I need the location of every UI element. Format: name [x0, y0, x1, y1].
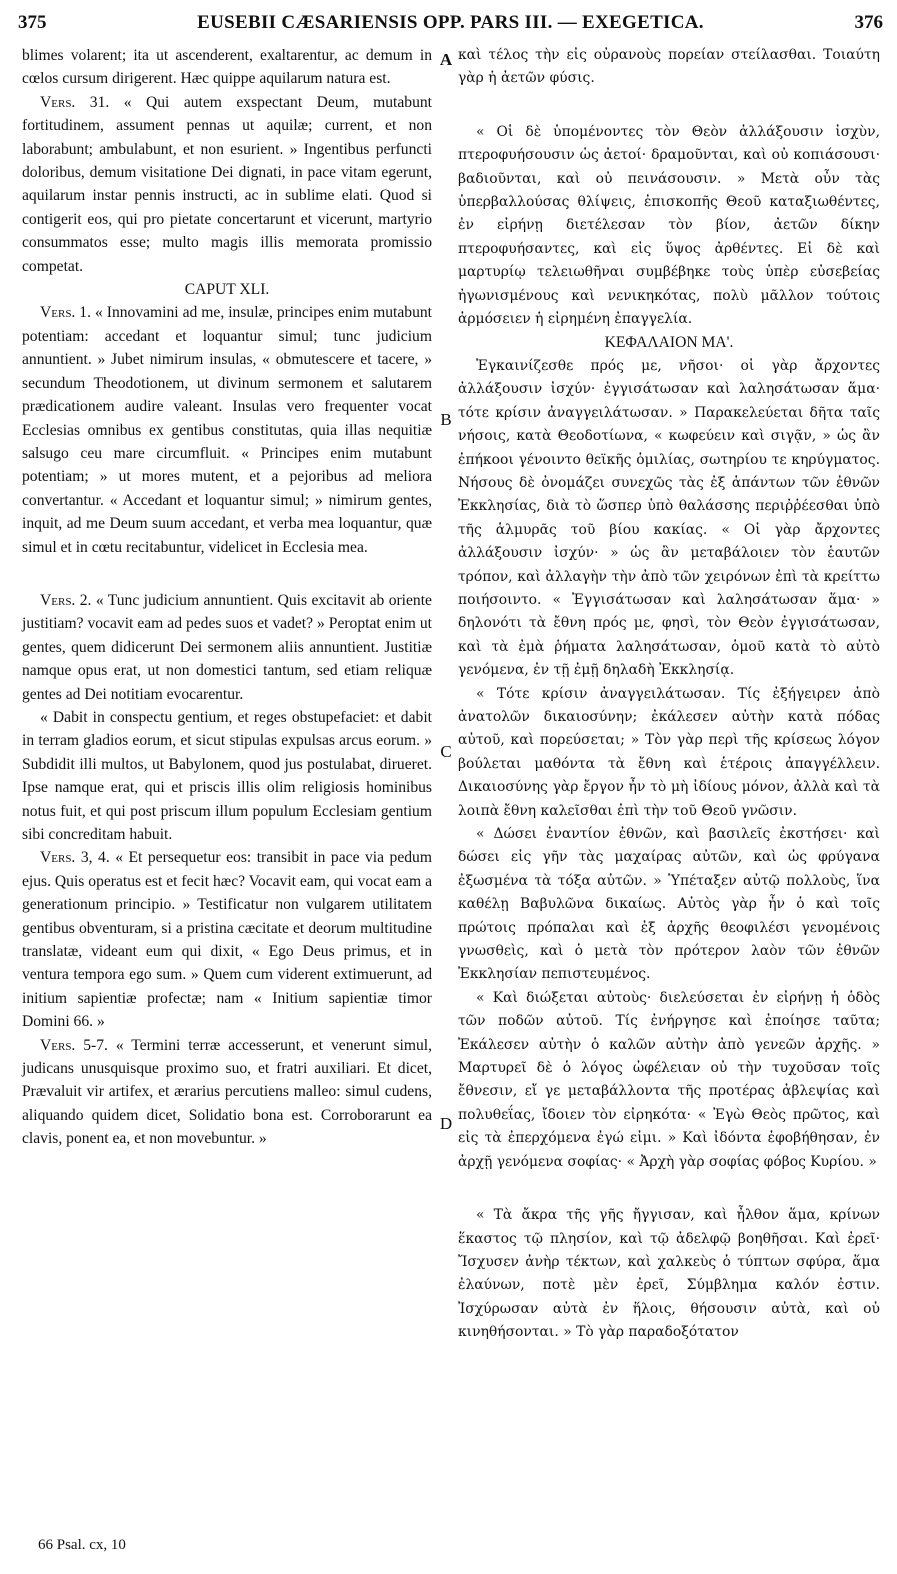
greek-para-4: « Τότε κρίσιν ἀναγγειλάτωσαν. Τίς ἐξήγειρεν ἀπὸ ἀνατολῶν δικαιοσύνην; ἐκάλεσεν αὐτὴν κατὰ πόδας αὐτοῦ, καὶ πορεύσεται; » Τὸν γὰρ περὶ τῆς κρίσεως λόγον βούλεται μαθόντα τὰ ἔθνη καὶ ἑτέροις ἀπαγγέλλειν. Δικαιοσύνης γὰρ ἔργον ἦν τὸ μὴ ἰδίους μόνον, ἀλλὰ καὶ τὰ λοιπὰ ἔθνη καλεῖσθαι ἐπὶ τὴν τοῦ Θεοῦ γνῶσιν.	[458, 685, 880, 819]
verse-label: Vers. 1.	[40, 304, 91, 322]
running-title: EUSEBII CÆSARIENSIS OPP. PARS III. — EXEGETICA.	[197, 12, 704, 33]
greek-para-7: « Τὰ ἄκρα τῆς γῆς ἤγγισαν, καὶ ἦλθον ἅμα, κρίνων ἕκαστος τῷ πλησίον, καὶ τῷ ἀδελφῷ βοηθῆσαι. Καὶ ἐρεῖ· Ἴσχυσεν ἀνὴρ τέκτων, καὶ χαλκεὺς ὁ τύπτων σφύρα, ἅμα ἐλαύνων, ποτὲ μὲν ἐρεῖ, Σύμβλημα καλόν ἐστιν. Ἰσχύρωσαν αὐτὰ ἐν ἥλοις, θήσουσιν αὐτὰ, καὶ οὐ κινηθήσονται. » Τὸ γὰρ παραδοξότατον	[458, 1207, 880, 1341]
margin-marker-b: B	[440, 410, 452, 429]
chapter-heading-greek: ΚΕΦΑΛΑΙΟΝ ΜΑ'.	[604, 334, 734, 352]
latin-para-3: Vers. 1. « Innovamini ad me, insulæ, principes enim mutabunt potentiam: accedant et loquantur simul; tunc judicium annuntient. » Jubet nimirum insulas, « obmutescere et tacere, » secundum Theodotionem, ut divinum sermonem et salutarem prædicationem audire valeant. Insulas vero frequenter vocat Ecclesias omnibus ex gentibus constitutas, quia illas nequitiæ salsugo ceu mare circumfluit. « Principes enim mutabunt potentiam; » ut mores mutent, et a pejoribus ad meliora convertantur. « Accedant et loquantur simul; » nimirum gentes, inquit, ad me Deum suum accedant, et verba mea loquantur, quæ simul et in cœtu recitabuntur, videlicet in Ecclesia mea.	[22, 304, 432, 556]
margin-marker-d: D	[439, 1114, 453, 1133]
greek-column	[458, 44, 880, 1345]
greek-para-3: Ἐγκαινίζεσθε πρός με, νῆσοι· οἱ γὰρ ἄρχοντες ἀλλάξουσιν ἰσχύν· ἐγγισάτωσαν καὶ λαλησάτωσαν ἅμα· τότε κρίσιν ἀναγγειλάτωσαν. » Παρακελεύεται δῆτα ταῖς νήσοις, κατὰ Θεοδοτίωνα, « κωφεύειν καὶ σιγᾷν, » ὡς ἂν ἐπήκοοι γένοιντο θεϊκῆς ὁμιλίας, σωτηρίου τε κηρύγματος. Νήσους δὲ ὀνομάζει συνεχῶς τὰς ἐξ ἁπάντων τῶν ἐθνῶν Ἐκκλησίας, διὰ τὸ ὥσπερ ὑπὸ θαλάσσης περιῤῥέεσθαι ὑπὸ τῆς ἁλμυρᾶς τοῦ βίου κακίας. « Οἱ γὰρ ἄρχοντες ἀλλάξουσιν ἰσχύν· » ὡς ἂν μεταβάλοιεν τὸν ἑαυτῶν τρόπον, καὶ ἀλλαγὴν τὴν ἀπὸ τῶν χειρόνων ἐπὶ τὰ κρείττω ποιήσοιντο. « Ἐγγισάτωσαν καὶ λαλησάτωσαν ἅμα· » δηλονότι τὰ ἔθνη πρός με, φησὶ, τὸν Θεὸν ἐγγισάτωσαν, καὶ τὰ ἐμὰ ῥήματα λαλησάτωσαν, ὁμοῦ κατὰ τὸ αὐτὸ γενόμενα, ἐν τῇ ἐμῇ δηλαδὴ Ἐκκλησίᾳ.	[458, 357, 880, 679]
page-number-right: 376	[854, 12, 883, 33]
verse-label: Vers. 3, 4.	[40, 849, 110, 867]
margin-marker-a: A	[439, 50, 453, 69]
page-header	[18, 12, 883, 40]
verse-label: Vers. 5-7.	[40, 1036, 108, 1054]
footnote: 66 Psal. cx, 10	[38, 1537, 126, 1553]
greek-para-1: « Οἱ δὲ ὑπομένοντες τὸν Θεὸν ἀλλάξουσιν ἰσχὺν, πτεροφυήσουσιν ὡς ἀετοί· δραμοῦνται, καὶ οὐ κοπιάσουσι· βαδιοῦνται, καὶ οὐ πεινάσουσιν. » Μετὰ οὖν τὰς ὑπερβαλλούσας θλίψεις, ἐπισκοπῆς Θεοῦ καταξιωθέντες, ἐν εἰρήνῃ διετέλεσαν τὸν βίον, ἀετῶν δίκην πτεροφυήσαντες, καὶ εἰς ὕψος ἀρθέντες. Εἰ δὲ καὶ μαρτυρίῳ τελειωθῆναι συμβέβηκε τοὺς ὑπὲρ εὐσεβείας ἠγωνισμένους καὶ νενικηκότας, πολὺ μᾶλλον τούτοις ἁρμόσειεν ἡ εἰρημένη ἐπαγγελία.	[458, 123, 880, 328]
chapter-heading-latin: CAPUT XLI.	[184, 281, 270, 299]
verse-label: Vers. 31.	[40, 93, 110, 111]
latin-para-1: Vers. 31. « Qui autem exspectant Deum, mutabunt fortitudinem, assument pennas ut aquilæ; current, et non laborabunt; ambulabunt, et non esurient. » Ingentibus perfuncti doloribus, demum visitatione Dei dignati, in pace vitam egerunt, aquilarum instar pennis instructi, ac in sublime elati. Quod si contigerit eos, qui pro pietate concertarunt et vicerunt, martyrio consummatos esse; multo magis illis memorata promissio competat.	[22, 93, 432, 275]
greek-para-6: « Καὶ διώξεται αὐτοὺς· διελεύσεται ἐν εἰρήνῃ ἡ ὁδὸς τῶν ποδῶν αὐτοῦ. Τίς ἐνήργησε καὶ ἐποίησε ταῦτα; Ἐκάλεσεν αὐτὴν ὁ καλῶν αὐτὴν ἀπὸ γενεῶν ἀρχῆς. » Μαρτυρεῖ δὲ ὁ λόγος ὠφέλειαν οὐ τὴν τυχοῦσαν τοῖς ἔθνεσιν, εἴ γε μεταβάλλοντα τῆς προτέρας ἀβλεψίας καὶ πολυθεΐας, ἴδοιεν τὸν εἰρηκότα· « Ἐγὼ Θεὸς πρῶτος, καὶ εἰς τὰ ἐπερχόμενα ἐγώ εἰμι. » Καὶ ἰδόντα ἐφοβήθησαν, ἐν ἀρχῇ γενόμενα σοφίας· « Ἀρχὴ γὰρ σοφίας φόβος Κυρίου. »	[458, 989, 880, 1170]
latin-para-6: Vers. 3, 4. « Et persequetur eos: transibit in pace via pedum ejus. Quis operatus est et fecit hæc? Vocavit eam, qui vocat eam a generationum principio. » Testificatur non vulgarem utilitatem gentibus obventuram, si a pristina cæcitate et deorum multitudine translatæ, videant eum qui dixit, « Ego Deus primus, et in ventura tempora ego sum. » Quem cum viderent extimuerunt, ad initium sapientiæ profectæ; nam « Initium sapientiæ timor Domini 66. »	[22, 849, 432, 1031]
greek-para-0: καὶ τέλος τὴν εἰς οὐρανοὺς πορείαν στείλασθαι. Τοιαύτη γὰρ ἡ ἀετῶν φύσις.	[458, 47, 880, 87]
verse-label: Vers. 2.	[40, 591, 92, 609]
page-number-left: 375	[18, 12, 47, 33]
greek-para-5: « Δώσει ἐναντίον ἐθνῶν, καὶ βασιλεῖς ἐκστήσει· καὶ δώσει εἰς γῆν τὰς μαχαίρας αὐτῶν, καὶ ὡς φρύγανα ἐξωσμένα τὰ τόξα αὐτῶν. » Ὑπέταξεν αὐτῷ πολλοὺς, ἵνα καθέλῃ Βαβυλῶνα δικαίως. Αὐτὸς γὰρ ἦν ὁ καὶ τοῖς πρώτοις πρόπαλαι καὶ ἐξ ἀρχῆς θεοφιλέσι γενομένοις γνωσθεὶς, καὶ ὁ μετὰ τὸν πρότερον λαὸν τῶν ἐθνῶν Ἐκκλησίαν πεπιστευμένος.	[458, 826, 880, 983]
latin-para-7: Vers. 5-7. « Termini terræ accesserunt, et venerunt simul, judicans unusquisque proximo suo, et fratri auxiliari. Et dicet, Prævaluit vir artifex, et ærarius percutiens malleo: simul cudens, aliquando quidem dicet, Solidatio bona est. Corroborarunt ea clavis, ponent ea, et non movebuntur. »	[22, 1036, 433, 1148]
latin-para-0: blimes volarent; ita ut ascenderent, exaltarentur, ac demum in cœlos cursum dirigerent. Hæc quippe aquilarum natura est.	[22, 47, 432, 88]
margin-marker-c: C	[440, 742, 452, 761]
latin-para-4: Vers. 2. « Tunc judicium annuntient. Quis excitavit ab oriente justitiam? vocavit eam ad pedes suos et vadet? » Peroptat enim ut gentes, quem didicerunt Dei sermonem aliis annuntient. Justitiæ namque opus erat, ut non domestici tantum, sed etiam reliquæ gentes ad Dei notitiam evocarentur.	[22, 591, 432, 703]
latin-column	[22, 44, 432, 1151]
latin-para-5: « Dabit in conspectu gentium, et reges obstupefaciet: et dabit in terram gladios eorum, et sicut stipulas expulsas arcus eorum. » Subdidit illi multos, ut Babylonem, quod jus postulabat, dirueret. Ipse namque erat, qui et priscis illis olim religiosis hominibus notus fuit, et qui post priscum illum populum Ecclesiam gentium sibi concreditam habuit.	[22, 708, 432, 843]
